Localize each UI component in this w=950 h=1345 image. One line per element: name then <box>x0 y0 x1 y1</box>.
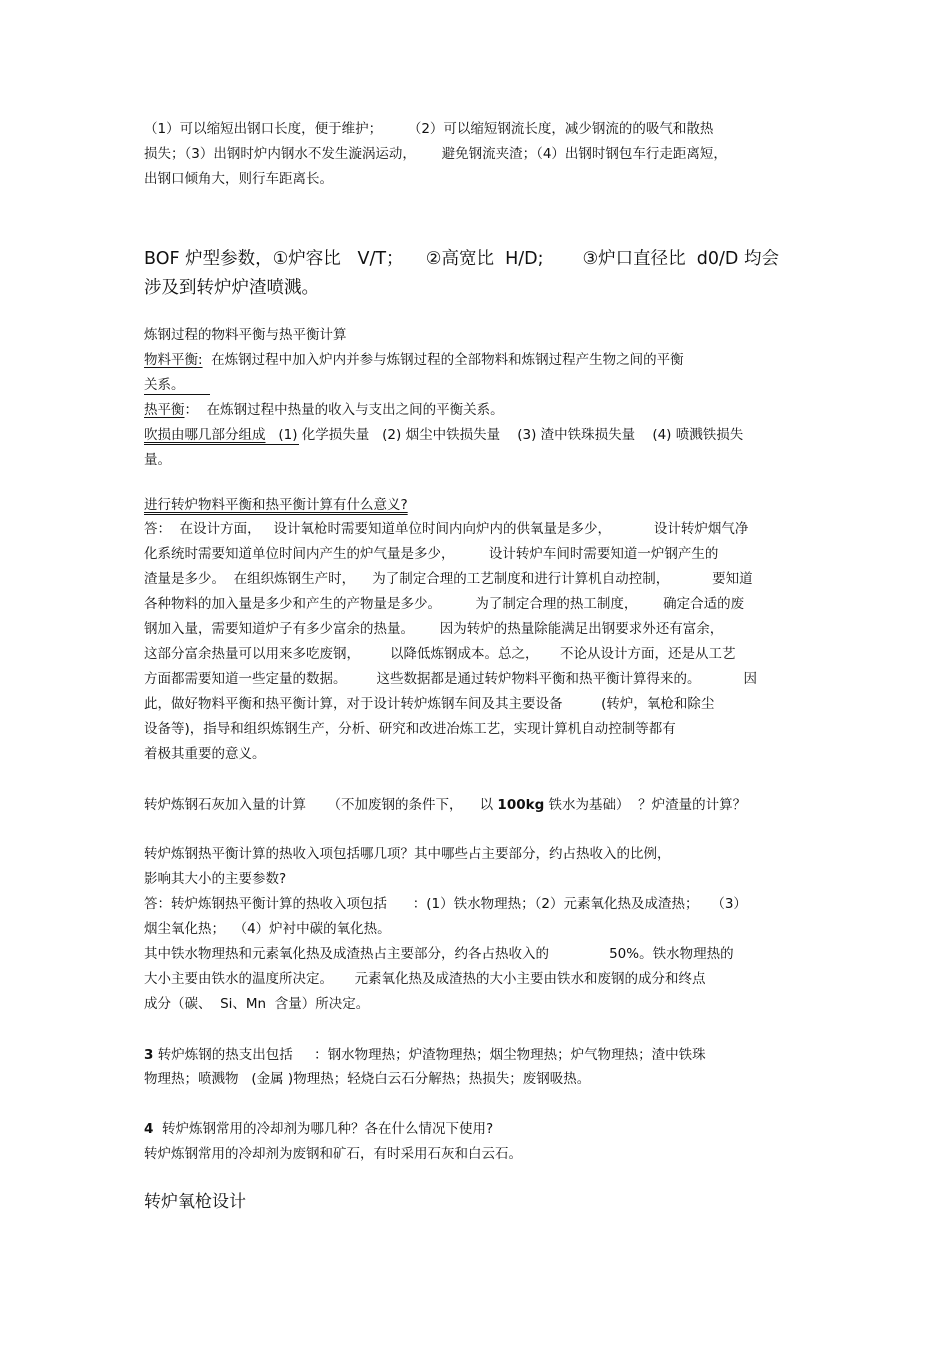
meaning-answer-line: 各种物料的加入量是多少和产生的产物量是多少。 为了制定合理的热工制度， 确定合适的废 <box>144 596 745 612</box>
meaning-answer-line: 此，做好物料平衡和热平衡计算，对于设计转炉炼钢车间及其主要设备 (转炉，氧枪和除尘 <box>144 696 715 712</box>
meaning-answer-line: 化系统时需要知道单位时间内产生的炉气量是多少， 设计转炉车间时需要知道一炉钢产生的 <box>144 546 719 562</box>
meaning-answer-line: 着极其重要的意义。 <box>144 746 266 762</box>
blow-loss-underline <box>144 444 299 445</box>
meaning-question <box>144 496 408 514</box>
heat-balance-term: 热平衡 <box>144 402 185 418</box>
meaning-answer-line: 答： 在设计方面， 设计氧枪时需要知道单位时间内向炉内的供氧量是多少， 设计转炉烟气净 <box>144 521 749 537</box>
intro-line-3: 出钢口倾角大，则行车距离长。 <box>144 171 333 187</box>
coolant-question-text: 转炉炼钢常用的冷却剂为哪几种？各在什么情况下使用? <box>153 1121 494 1137</box>
lance-heading: 转炉氧枪设计 <box>144 1192 246 1212</box>
coolant-question <box>144 1120 493 1138</box>
blow-loss-line-2: 量。 <box>144 452 171 468</box>
heat-income-answer-line: 成分（碳、 Si、Mn 含量）所决定。 <box>144 996 370 1012</box>
heat-balance-definition: ： 在炼钢过程中热量的收入与支出之间的平衡关系。 <box>184 402 504 418</box>
intro-line-1: （1）可以缩短出钢口长度，便于维护； （2）可以缩短钢流长度，减少钢流的的吸气和散热 <box>144 121 714 137</box>
heat-out-line-2: 物理热；喷溅物 (金属 )物理热；轻烧白云石分解热；热损失；废钢吸热。 <box>144 1071 591 1087</box>
meaning-answer-line: 方面都需要知道一些定量的数据。 这些数据都是通过转炉物料平衡和热平衡计算得来的。 因 <box>144 671 757 687</box>
heat-out-line-1 <box>144 1046 706 1064</box>
blow-loss-line <box>144 426 743 444</box>
blow-loss-term: 吹损由哪几部分组成 <box>144 427 266 443</box>
meaning-answer-line: 钢加入量，需要知道炉子有多少富余的热量。 因为转炉的热量除能满足出钢要求外还有富余， <box>144 621 724 637</box>
lime-text-b: 铁水为基础） ？炉渣量的计算？ <box>544 797 747 813</box>
bof-line-1: BOF 炉型参数，①炉容比 V/T； ②高宽比 H/D; ③炉口直径比 d0/D 均会 <box>144 249 779 269</box>
heat-out-text: 转炉炼钢的热支出包括 ：钢水物理热；炉渣物理热；烟尘物理热；炉气物理热；渣中铁珠 <box>153 1047 706 1063</box>
heat-out-number: 3 <box>144 1047 154 1063</box>
heat-income-answer-line: 烟尘氧化热； （4）炉衬中碳的氧化热。 <box>144 921 391 937</box>
bof-line-2: 涉及到转炉炉渣喷溅。 <box>144 278 319 298</box>
heat-balance-line <box>144 401 504 419</box>
heat-income-question-1: 转炉炼钢热平衡计算的热收入项包括哪几项？其中哪些占主要部分，约占热收入的比例， <box>144 846 671 862</box>
material-balance-term: 物料平衡: <box>144 352 203 368</box>
intro-line-2: 损失；（3）出钢时炉内钢水不发生漩涡运动， 避免钢流夹渣；（4）出钢时钢包车行走距离短， <box>144 146 727 162</box>
blow-loss-definition: (1) 化学损失量 (2) 烟尘中铁损失量 (3) 渣中铁珠损失量 (4) 喷溅铁损失 <box>265 427 744 443</box>
material-balance-line-2: 关系。 <box>144 377 185 393</box>
heat-income-answer-line: 答：转炉炼钢热平衡计算的热收入项包括 ：(1）铁水物理热；（2）元素氧化热及成渣热； （3） <box>144 896 747 912</box>
lime-text-a: 转炉炼钢石灰加入量的计算 （不加废钢的条件下， 以 <box>144 797 498 813</box>
divider-rule <box>144 394 210 395</box>
material-balance-definition: 在炼钢过程中加入炉内并参与炼钢过程的全部物料和炼钢过程产生物之间的平衡 <box>202 352 684 368</box>
lime-question <box>144 796 746 814</box>
meaning-answer-line: 设备等)，指导和组织炼钢生产，分析、研究和改进冶炼工艺，实现计算机自动控制等都有 <box>144 721 676 737</box>
meaning-answer-line: 这部分富余热量可以用来多吃废钢， 以降低炼钢成本。总之， 不论从设计方面，还是从工艺 <box>144 646 736 662</box>
heat-income-answer-line: 大小主要由铁水的温度所决定。 元素氧化热及成渣热的大小主要由铁水和废钢的成分和终点 <box>144 971 706 987</box>
meaning-answer-line: 渣量是多少。 在组织炼钢生产时， 为了制定合理的工艺制度和进行计算机自动控制， 要知道 <box>144 571 753 587</box>
coolant-answer: 转炉炼钢常用的冷却剂为废钢和矿石，有时采用石灰和白云石。 <box>144 1146 522 1162</box>
coolant-number: 4 <box>144 1121 154 1137</box>
material-balance-line <box>144 351 684 369</box>
heat-income-answer-line: 其中铁水物理热和元素氧化热及成渣热占主要部分，约各占热收入的 50%。铁水物理热的 <box>144 946 734 962</box>
heat-income-question-2: 影响其大小的主要参数? <box>144 871 287 887</box>
balance-heading: 炼钢过程的物料平衡与热平衡计算 <box>144 327 347 343</box>
meaning-question-text: 进行转炉物料平衡和热平衡计算有什么意义? <box>144 497 408 513</box>
lime-text-bold: 100kg <box>497 797 545 813</box>
